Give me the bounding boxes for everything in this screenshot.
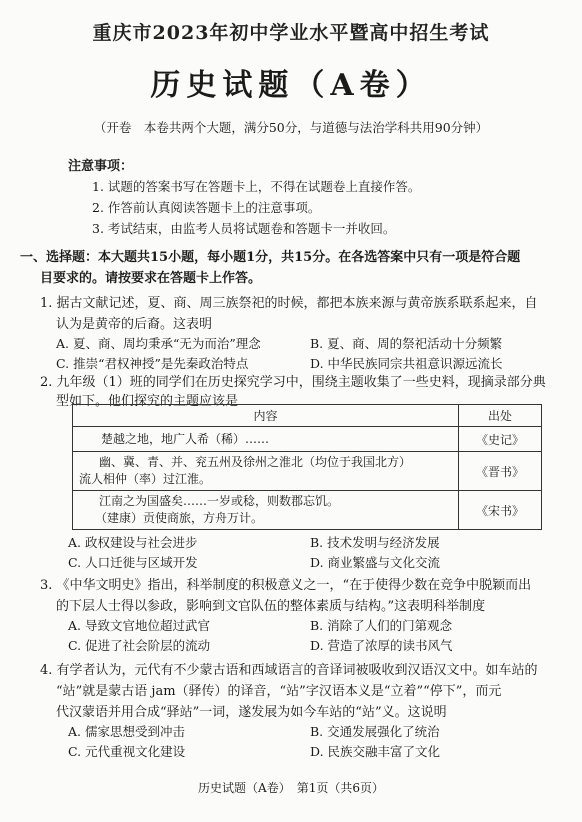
table-cell-source: 《史记》 [459, 427, 542, 452]
table-cell-content: 幽、冀、青、并、兖五州及徐州之淮北（均位于我国北方） 流人相仲（率）过江淮。 [73, 452, 459, 491]
question-1-option-a[interactable]: A. 夏、商、周均秉承“无为而治”理念 [56, 336, 261, 351]
exam-subtitle: （开卷 本卷共两个大题，满分50分，与道德与法治学科共用90分钟） [93, 120, 489, 135]
table-header-content: 内容 [73, 405, 459, 427]
section-heading-line: 一、选择题：本大题共15小题，每小题1分，共15分。在各选答案中只有一项是符合题 [20, 250, 521, 265]
question-2-option-b[interactable]: B. 技术发明与经济发展 [310, 535, 440, 550]
table-cell-source: 《宋书》 [459, 491, 542, 530]
note-item: 1. 试题的答案书写在答题卡上，不得在试题卷上直接作答。 [92, 179, 421, 194]
notes-title: 注意事项： [68, 159, 134, 174]
question-4-text: 4. 有学者认为，元代有不少蒙古语和西域语言的音译词被吸收到汉语汉文中。如车站的 [40, 663, 538, 678]
question-3-text: 3. 《中华文明史》指出，科举制度的积极意义之一，“在于使得少数在竞争中脱颖而出 [40, 578, 532, 593]
question-2-option-d[interactable]: D. 商业繁盛与文化交流 [310, 555, 441, 570]
question-3-option-d[interactable]: D. 营造了浓厚的读书风气 [310, 638, 453, 653]
question-1-text: 认为是黄帝的后裔。这表明 [56, 317, 213, 332]
exam-header: 重庆市2023年初中学业水平暨高中招生考试 [92, 22, 490, 44]
question-1-text: 1. 据古文献记述，夏、商、周三族祭祀的时候，都把本族来源与黄帝族系联系起来，自 [40, 296, 538, 311]
question-2-text: 型如下。他们探究的主题应该是 [56, 394, 239, 409]
question-2-text: 2. 九年级（1）班的同学们在历史探究学习中，围绕主题收集了一些史料，现摘录部分典 [40, 375, 546, 390]
table-header-source: 出处 [459, 405, 542, 427]
table-header-row [73, 405, 542, 427]
question-2-option-c[interactable]: C. 人口迁徙与区域开发 [68, 555, 198, 570]
table-row [73, 427, 542, 452]
question-2-option-a[interactable]: A. 政权建设与社会进步 [68, 535, 198, 550]
question-4-option-a[interactable]: A. 儒家思想受到冲击 [68, 724, 185, 739]
exam-title: 历史试题（A卷） [150, 68, 432, 103]
question-4-option-b[interactable]: B. 交通发展强化了统治 [310, 724, 440, 739]
question-3-option-c[interactable]: C. 促进了社会阶层的流动 [68, 638, 211, 653]
section-heading [20, 247, 565, 289]
table-cell-content: 楚越之地，地广人希（稀）…… [73, 427, 459, 452]
question-1-option-b[interactable]: B. 夏、商、周的祭祀活动十分频繁 [310, 336, 503, 351]
question-3-option-a[interactable]: A. 导致文官地位超过武官 [68, 618, 210, 633]
section-heading-line: 目要求的。请按要求在答题卡上作答。 [40, 271, 262, 286]
page-footer: 历史试题（A卷） 第1页（共6页） [198, 781, 384, 795]
question-3-text: 的下层人士得以参政，影响到文官队伍的整体素质与结构。”这表明科举制度 [56, 599, 486, 614]
table-cell-source: 《晋书》 [459, 452, 542, 491]
question-3-option-b[interactable]: B. 消除了人们的门第观念 [310, 618, 453, 633]
table-row [73, 491, 542, 530]
question-4-option-d[interactable]: D. 民族交融丰富了文化 [310, 744, 441, 759]
question-4-text: 代汉蒙语并用合成“驿站”一词，遂发展为如今车站的“站”义。这说明 [56, 705, 447, 720]
question-1-option-c[interactable]: C. 推崇“君权神授”是先秦政治特点 [56, 356, 249, 371]
question-1-option-d[interactable]: D. 中华民族同宗共祖意识源远流长 [310, 356, 503, 371]
note-item: 2. 作答前认真阅读答题卡上的注意事项。 [92, 200, 321, 215]
note-item: 3. 考试结束，由监考人员将试题卷和答题卡一并收回。 [92, 221, 396, 236]
question-4-text: “站”就是蒙古语 jam（驿传）的译音，“站”字汉语本义是“立着”“停下”，而元 [56, 684, 502, 699]
question-4-option-c[interactable]: C. 元代重视文化建设 [68, 744, 186, 759]
source-table [72, 404, 542, 530]
table-cell-content: 江南之为国盛矣……一岁或稔，则数郡忘饥。 （建康）贡使商旅，方舟万计。 [73, 491, 459, 530]
table-row [73, 452, 542, 491]
